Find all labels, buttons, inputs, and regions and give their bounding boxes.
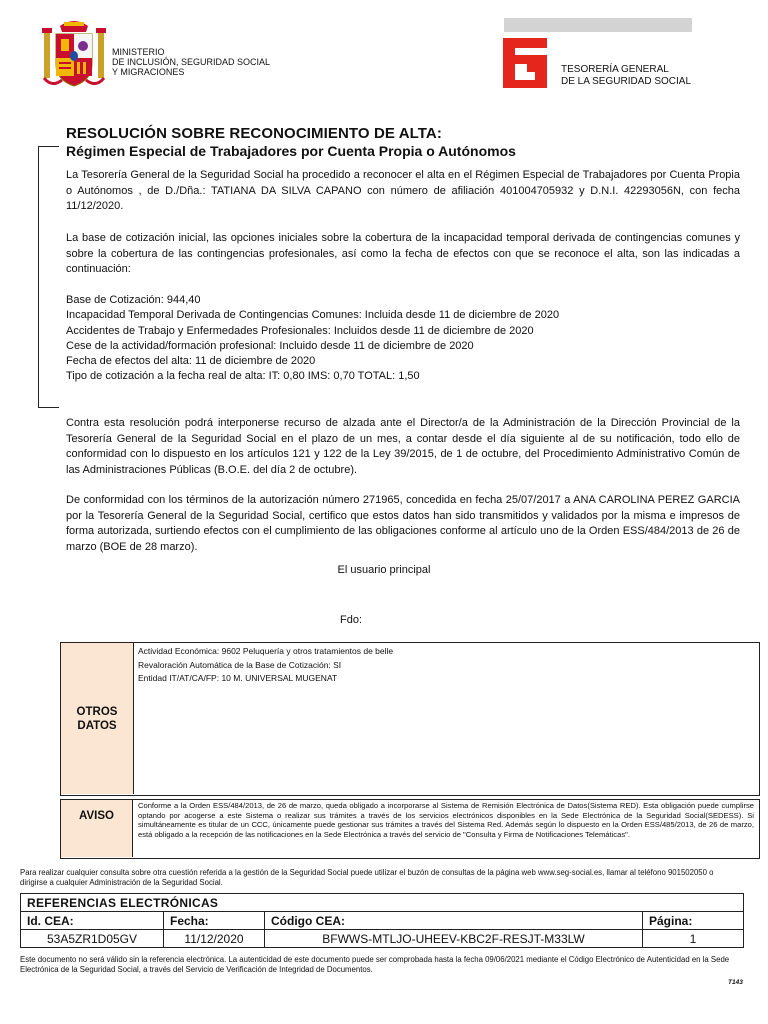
otros-label-line: OTROS: [76, 705, 118, 718]
form-code: T143: [728, 979, 743, 986]
otros-line: Revaloración Automática de la Base de Cotización: SI: [138, 659, 342, 670]
aviso-label: AVISO: [61, 800, 133, 857]
coat-of-arms-icon: [42, 18, 106, 92]
otros-label-line: DATOS: [77, 719, 117, 732]
signature-fdo: Fdo:: [340, 614, 363, 626]
footer-text: Este documento no será válido sin la referencia electrónica. La autenticidad de este documento puede ser comprobada hasta la fecha 09/06/2021 mediante el Código Electrónico de Autenticidad en la Sede Electrónica de la Seguridad Social, a través del Servicio de Verificación de Integridad de Documentos.: [20, 955, 730, 974]
document-title: RESOLUCIÓN SOBRE RECONOCIMIENTO DE ALTA:: [66, 125, 442, 142]
header-gray-bar: [504, 18, 692, 32]
document-subtitle: Régimen Especial de Trabajadores por Cuenta Propia o Autónomos: [66, 143, 516, 159]
references-table: [20, 893, 744, 948]
detail-line: Accidentes de Trabajo y Enfermedades Profesionales: Incluidos desde 11 de diciembre de 2020: [66, 324, 534, 337]
tgss-logo-icon: [503, 38, 547, 88]
ministry-line: MINISTERIO: [112, 47, 165, 57]
value-fecha: 11/12/2020: [164, 930, 265, 948]
ministry-line: DE INCLUSIÓN, SEGURIDAD SOCIAL: [112, 57, 271, 67]
otros-line: Actividad Económica: 9602 Peluquería y otros tratamientos de belle: [138, 646, 394, 656]
otros-datos-label: [61, 643, 134, 794]
col-codigo-cea: Código CEA:: [265, 912, 643, 930]
detail-line: Incapacidad Temporal Derivada de Contingencias Comunes: Incluida desde 11 de diciembre de 2020: [66, 309, 560, 322]
otros-datos-content: [138, 645, 393, 686]
detail-line: Tipo de cotización a la fecha real de alta: IT: 0,80 IMS: 0,70 TOTAL: 1,50: [66, 370, 420, 383]
ministry-line: Y MIGRACIONES: [112, 67, 185, 77]
references-heading: REFERENCIAS ELECTRÓNICAS: [21, 894, 744, 912]
contact-text: Para realizar cualquier consulta sobre otra cuestión referida a la gestión de la Seguridad Social puede utilizar el buzón de consultas de la página web www.seg-social.es, llamar al teléfono 901502050 o dirigirse a cualquier Administración de la Seguridad Social.: [20, 868, 714, 887]
otros-line: Entidad IT/AT/CA/FP: 10 M. UNIVERSAL MUGENAT: [138, 673, 338, 683]
value-id-cea: 53A5ZR1D05GV: [21, 930, 164, 948]
details-list: [66, 293, 559, 385]
tgss-line: TESORERÍA GENERAL: [561, 64, 669, 75]
paragraph-base: La base de cotización inicial, las opciones iniciales sobre la cobertura de la incapacidad temporal derivada de contingencias comunes y sobre la cobertura de las contingencias profesionales, así como la fecha de efectos con que se reconoce el alta, son las indicadas a continuación:: [66, 232, 740, 275]
ministry-name: [112, 47, 312, 77]
value-codigo-cea: BFWWS-MTLJO-UHEEV-KBC2F-RESJT-M33LW: [265, 930, 643, 948]
tgss-line: DE LA SEGURIDAD SOCIAL: [561, 76, 692, 87]
paragraph-autorizacion: De conformidad con los términos de la autorización número 271965, concedida en fecha 25/07/2017 a ANA CAROLINA PEREZ GARCIA por la Tesorería General de la Seguridad Social, certifico que estos datos han sido transmitidos y validados por la misma e impresos de forma autorizada, surtiendo efectos con el cumplimiento de las obligaciones conforme al artículo uno de la Orden ESS/484/2013 de 26 de marzo (BOE de 28 marzo).: [66, 494, 740, 553]
paragraph-alta: La Tesorería General de la Seguridad Social ha procedido a reconocer el alta en el Régimen Especial de Trabajadores por Cuenta Propia o Autónomos , de D./Dña.: TATIANA DA SILVA CAPANO con número de afiliación 401004705932 y D.N.I. 42293056N, con fecha 11/12/2020.: [66, 169, 740, 212]
paragraph-recurso: Contra esta resolución podrá interponerse recurso de alzada ante el Director/a de la Administración de la Dirección Provincial de la Tesorería General de la Seguridad Social en el plazo de un mes, a contar desde el día siguiente al de su notificación, todo ello de conformidad con lo dispuesto en los artículos 121 y 122 de la Ley 39/2015, de 1 de octubre, del Procedimiento Administrativo Común de las Administraciones Públicas (B.O.E. del día 2 de octubre).: [66, 417, 740, 476]
section-bracket: [38, 146, 59, 408]
col-id-cea: Id. CEA:: [21, 912, 164, 930]
value-pagina: 1: [643, 930, 744, 948]
detail-line: Fecha de efectos del alta: 11 de diciembre de 2020: [66, 355, 316, 368]
detail-line: Cese de la actividad/formación profesional: Incluido desde 11 de diciembre de 2020: [66, 339, 474, 352]
detail-line: Base de Cotización: 944,40: [66, 294, 201, 306]
tgss-name: [561, 64, 761, 88]
col-fecha: Fecha:: [164, 912, 265, 930]
signature-user: El usuario principal: [337, 564, 431, 576]
col-pagina: Página:: [643, 912, 744, 930]
aviso-text: Conforme a la Orden ESS/484/2013, de 26 de marzo, queda obligado a incorporarse al Sistema de Remisión Electrónica de Datos(Sistema RED). Esta obligación puede cumplirse optando por acogerse a este Sistema o realizar sus trámites a través de los servicios electrónicos disponibles en la Sede Electrónica de la Seguridad Social(SEDESS). Si simultáneamente es titular de un CCC, únicamente puede gestionar sus trámites a través del Sistema Red. Además según lo dispuesto en la Orden ESS/485/2013, de 26 de marzo, está obligado a la recepción de las notificaciones en la Sede Electrónica a través del servicio de "Consulta y Firma de Notificaciones Telemáticas".: [138, 801, 754, 839]
